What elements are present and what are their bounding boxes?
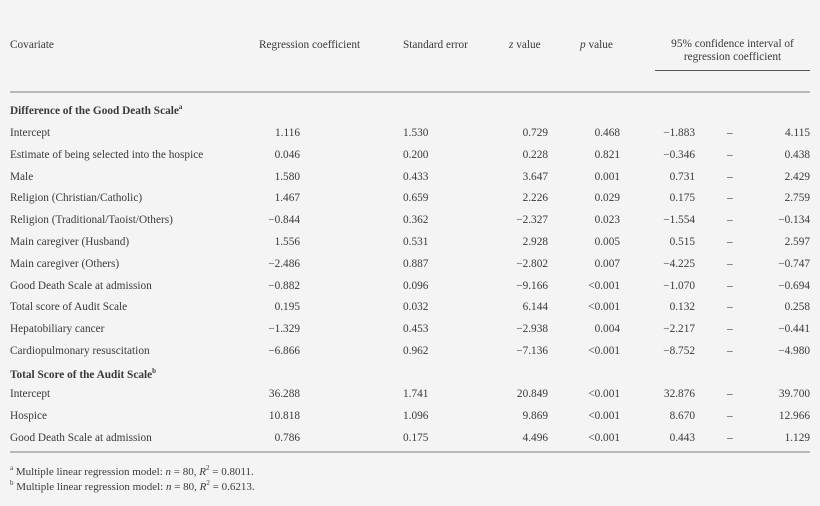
cell-p: <0.001 [588, 431, 620, 444]
ci-separator: – [727, 323, 733, 336]
cell-ci-high: 2.759 [784, 192, 810, 205]
cell-ci-low: 8.670 [669, 409, 695, 422]
ci-separator: – [727, 192, 733, 205]
cell-se: 1.741 [403, 388, 429, 400]
cell-se: 0.433 [403, 170, 429, 183]
cell-p: <0.001 [588, 409, 620, 422]
cell-label: Cardiopulmonary resuscitation [10, 345, 150, 357]
cell-label: Intercept [10, 388, 51, 400]
table-row [0, 322, 820, 336]
cell-label: Hospice [10, 409, 48, 422]
cell-se: 1.096 [403, 409, 429, 422]
cell-ci-low: −1.070 [663, 279, 695, 292]
cell-se: 0.962 [403, 345, 429, 357]
cell-ci-low: 0.443 [669, 431, 695, 444]
cell-label: Total score of Audit Scale [10, 301, 128, 314]
section-title-good-death-scale: Difference of the Good Death Scale$^a$ [10, 103, 183, 117]
ci-header-underline [655, 70, 810, 71]
footnote-b: $^b$ Multiple linear regression model: n = 80, $R^2 = 0.6213$. [10, 479, 255, 493]
ci-separator: – [727, 170, 733, 183]
footnote-a: $^a$ Multiple linear regression model: n = 80, $R^2 = 0.8011$. [10, 464, 254, 478]
table-row [0, 279, 820, 293]
cell-coef: −6.866 [268, 345, 300, 357]
cell-p: 0.468 [594, 127, 620, 139]
column-header-covariate: Covariate [10, 39, 54, 51]
cell-z: 9.869 [522, 409, 548, 422]
table-row [0, 126, 820, 140]
cell-se: 0.453 [403, 323, 429, 336]
cell-z: 2.226 [522, 192, 548, 205]
cell-ci-low: −1.554 [663, 214, 695, 227]
ci-separator: – [727, 127, 733, 139]
cell-se: 0.200 [403, 148, 429, 161]
cell-ci-low: −0.346 [663, 148, 695, 161]
table-row [0, 257, 820, 271]
cell-coef: −0.882 [268, 279, 300, 292]
table-row [0, 235, 820, 249]
cell-p: <0.001 [588, 345, 620, 357]
cell-coef: 1.467 [274, 192, 300, 205]
bottom-rule [10, 451, 810, 453]
cell-p: 0.821 [594, 148, 620, 161]
cell-z: 0.228 [522, 148, 548, 161]
table-row [0, 191, 820, 205]
cell-ci-high: −4.980 [778, 345, 810, 357]
cell-se: 0.175 [403, 431, 429, 444]
ci-separator: – [727, 148, 733, 161]
cell-p: <0.001 [588, 388, 620, 400]
header-rule [10, 91, 810, 93]
table-row [0, 344, 820, 358]
cell-ci-high: −0.441 [778, 323, 810, 336]
cell-p: 0.029 [594, 192, 620, 205]
cell-z: −2.802 [516, 257, 548, 270]
ci-separator: – [727, 345, 733, 357]
cell-coef: 0.786 [274, 431, 300, 444]
cell-ci-high: 39.700 [778, 388, 810, 400]
table-row [0, 170, 820, 184]
table-row [0, 213, 820, 227]
cell-label: Main caregiver (Others) [10, 257, 120, 270]
cell-ci-high: 0.438 [784, 148, 810, 161]
cell-coef: 1.580 [274, 170, 300, 183]
cell-se: 0.096 [403, 279, 429, 292]
cell-ci-high: −0.694 [778, 279, 810, 292]
cell-coef: −1.329 [268, 323, 300, 336]
cell-z: 3.647 [522, 170, 548, 183]
column-header-confidence-interval: 95% confidence interval of regression coefficient [671, 38, 794, 63]
table-row [0, 409, 820, 423]
cell-z: −2.938 [516, 323, 548, 336]
cell-p: 0.005 [594, 236, 620, 248]
cell-ci-low: 32.876 [663, 388, 695, 400]
ci-separator: – [727, 214, 733, 227]
column-header-regression-coefficient: Regression coefficient [259, 39, 361, 51]
cell-p: 0.001 [594, 170, 620, 183]
cell-z: −9.166 [516, 279, 548, 292]
cell-se: 0.887 [403, 257, 429, 270]
cell-z: 6.144 [522, 301, 548, 314]
cell-ci-high: 2.597 [784, 236, 810, 248]
ci-separator: – [727, 431, 733, 444]
cell-ci-low: 0.132 [669, 301, 695, 314]
cell-ci-low: −2.217 [663, 323, 695, 336]
cell-se: 1.530 [403, 127, 429, 139]
cell-label: Good Death Scale at admission [10, 279, 152, 292]
ci-separator: – [727, 236, 733, 248]
cell-se: 0.659 [403, 192, 429, 205]
cell-coef: 1.556 [274, 236, 300, 248]
cell-p: 0.023 [594, 214, 620, 227]
cell-z: 0.729 [522, 127, 548, 139]
cell-coef: 36.288 [268, 388, 300, 400]
cell-label: Main caregiver (Husband) [10, 236, 130, 248]
cell-ci-high: 4.115 [785, 127, 810, 139]
cell-se: 0.362 [403, 214, 429, 227]
column-header-standard-error: Standard error [403, 39, 468, 51]
cell-z: 4.496 [522, 431, 548, 444]
cell-label: Religion (Traditional/Taoist/Others) [10, 214, 173, 227]
cell-p: 0.007 [594, 257, 620, 270]
cell-coef: 10.818 [268, 409, 300, 422]
cell-ci-low: 0.515 [669, 236, 695, 248]
ci-separator: – [727, 257, 733, 270]
cell-se: 0.032 [403, 301, 429, 314]
cell-coef: −0.844 [268, 214, 300, 227]
cell-label: Intercept [10, 127, 51, 139]
cell-label: Hepatobiliary cancer [10, 323, 105, 336]
cell-coef: −2.486 [268, 257, 300, 270]
cell-ci-low: −4.225 [663, 257, 695, 270]
cell-ci-high: −0.134 [778, 214, 810, 227]
cell-ci-low: −1.883 [663, 127, 695, 139]
cell-coef: 0.195 [274, 301, 300, 314]
ci-separator: – [727, 388, 733, 400]
cell-ci-low: 0.175 [669, 192, 695, 205]
cell-label: Good Death Scale at admission [10, 431, 152, 444]
cell-ci-low: 0.731 [669, 170, 695, 183]
cell-coef: 0.046 [274, 148, 300, 161]
cell-z: −2.327 [516, 214, 548, 227]
cell-ci-high: 1.129 [784, 431, 810, 444]
cell-label: Estimate of being selected into the hospice [10, 148, 204, 161]
cell-label: Male [10, 170, 34, 183]
ci-separator: – [727, 301, 733, 314]
cell-ci-high: 12.966 [778, 409, 810, 422]
cell-z: 2.928 [522, 236, 548, 248]
table-row [0, 148, 820, 162]
cell-ci-high: 0.258 [784, 301, 810, 314]
cell-ci-low: −8.752 [663, 345, 695, 357]
cell-p: 0.004 [594, 323, 620, 336]
cell-p: <0.001 [588, 279, 620, 292]
table-row [0, 387, 820, 401]
ci-separator: – [727, 409, 733, 422]
section-title-audit-scale: Total Score of the Audit Scale$^b$ [10, 367, 157, 381]
cell-se: 0.531 [403, 236, 429, 248]
table-row [0, 300, 820, 314]
cell-ci-high: 2.429 [784, 170, 810, 183]
ci-separator: – [727, 279, 733, 292]
cell-coef: 1.116 [275, 127, 300, 139]
column-header-p-value: p value [580, 39, 613, 51]
cell-z: 20.849 [516, 388, 548, 400]
table-row [0, 431, 820, 445]
cell-ci-high: −0.747 [778, 257, 810, 270]
cell-z: −7.136 [516, 345, 548, 357]
column-header-z-value: z value [509, 39, 541, 51]
cell-label: Religion (Christian/Catholic) [10, 192, 143, 205]
cell-p: <0.001 [588, 301, 620, 314]
